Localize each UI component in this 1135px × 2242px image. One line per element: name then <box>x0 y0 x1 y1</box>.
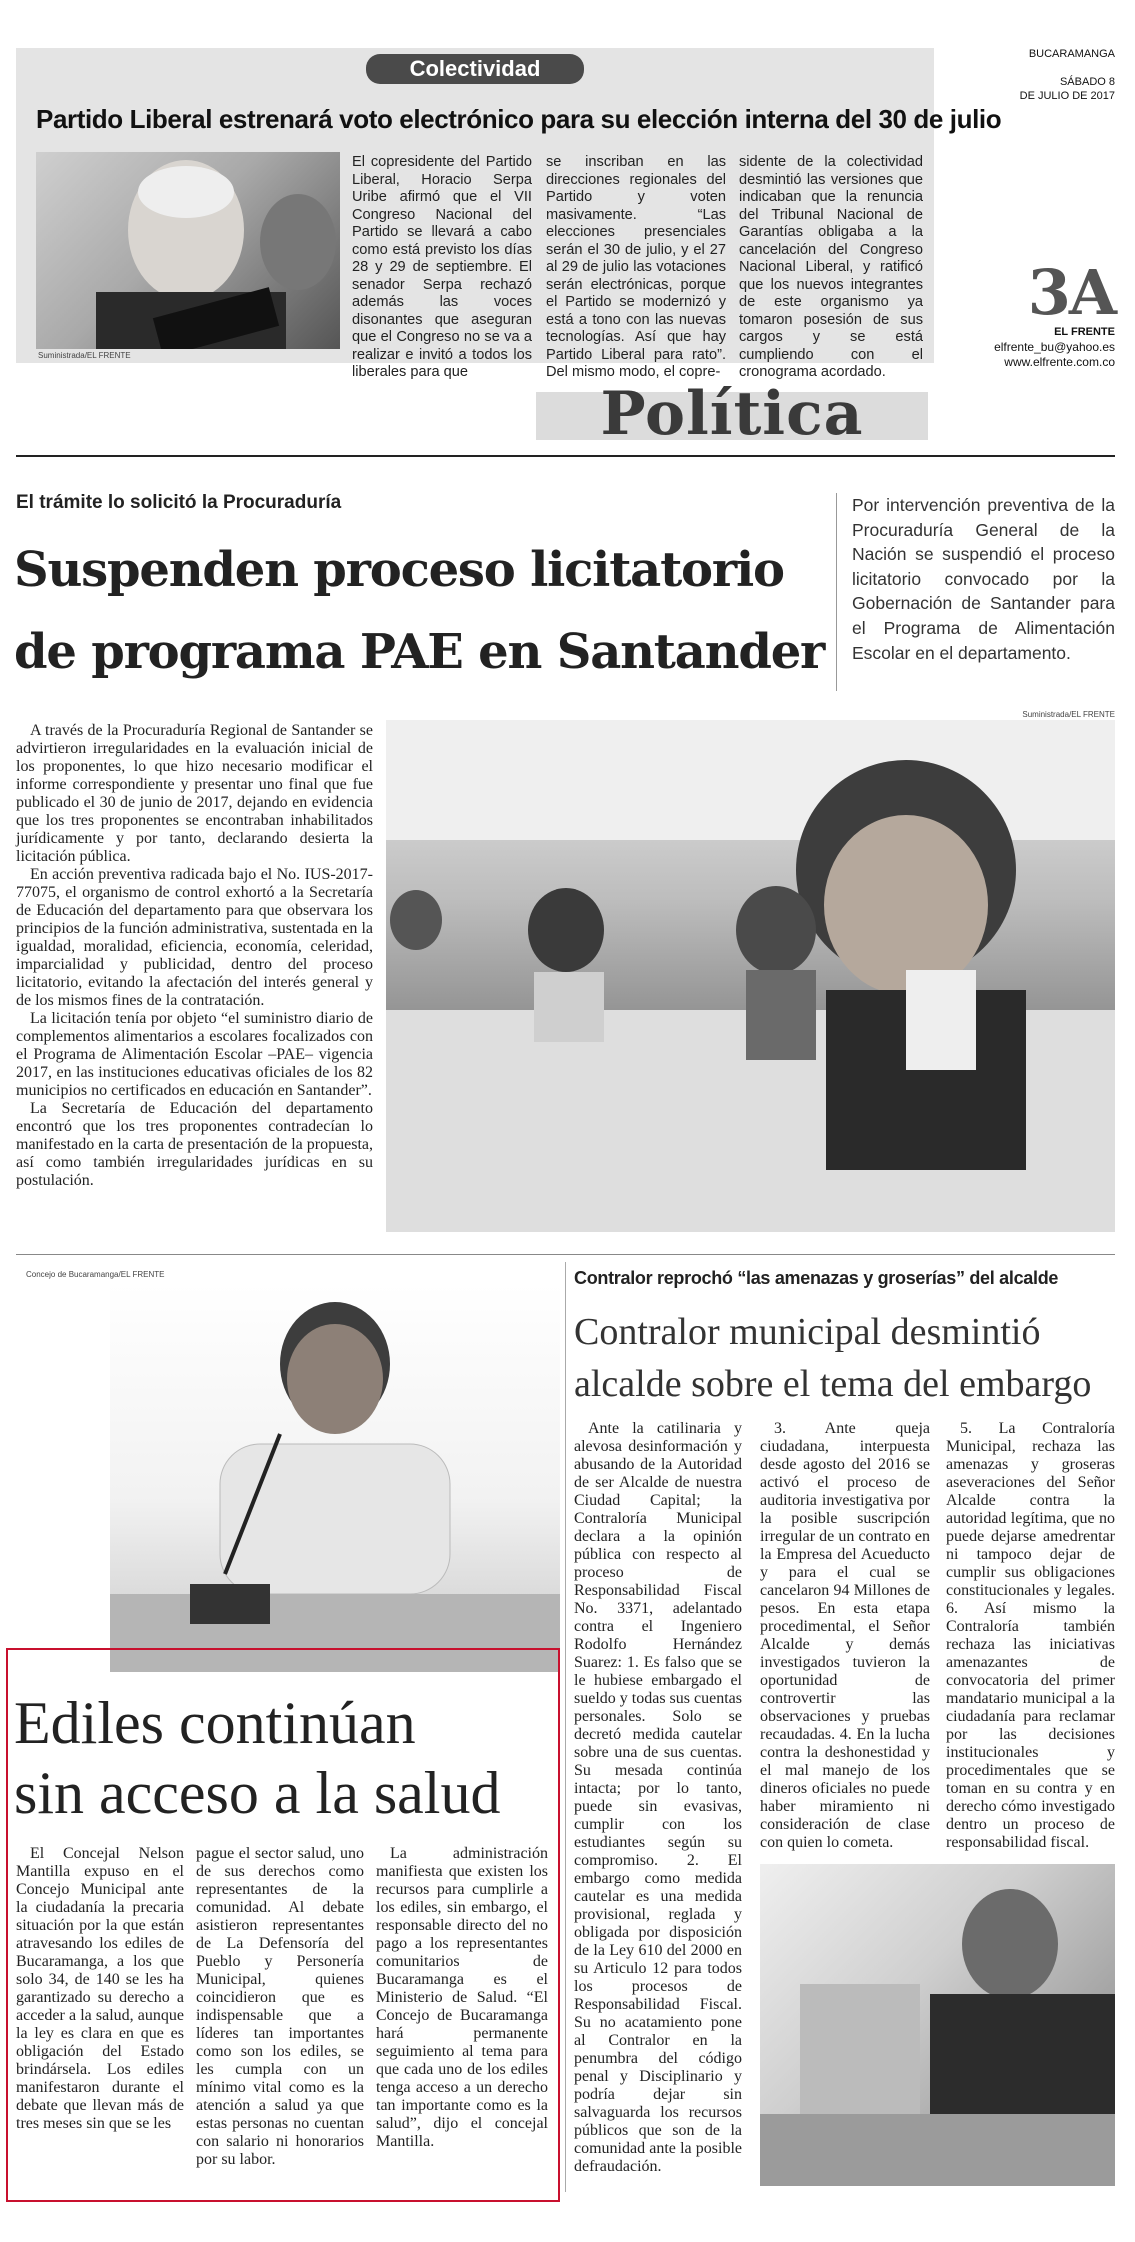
ediles-headline-line2: sin acceso a la salud <box>14 1760 501 1826</box>
pae-paragraph: La licitación tenía por objeto “el suministro diario de complementos alimentarios a escolares focalizados con el Programa de Alimentación Escolar –PAE– vigencia 2017, en las instituciones educativas oficiales de los 82 municipios no certificados en educación en Santander”. <box>16 1010 373 1099</box>
top-divider <box>16 455 1115 457</box>
top-story-col-3: sidente de la colectividad desmintió las versiones que indicaban que la renuncia del Tribunal Nacional de Garantías obligaba a la cancelación del Congreso Nacional Liberal, y ratificó que los nuevos integrantes de este organismo ya tomaron posesión de sus cargos y se está cumpliendo con el cronograma acordado. <box>739 154 923 380</box>
contralor-col-1: Ante la catilinaria y alevosa desinformación y abusando de la Autoridad de ser Alcalde de nuestra Ciudad Capital; la Contraloría Municipal declara a la opinión pública con respecto al proceso de Responsabilidad Fiscal No. 3371, adelantado contra el Ingeniero Rodolfo Hernández Suarez: 1. Es falso que se le hubiese embargado el sueldo y todas sus cuentas personales. Solo se decretó medida cautelar sobre una de sus cuentas. Su mesada continúa intacta; por lo tanto, puede sin evasivas, cumplir con los estudiantes según su compromiso. 2. El embargo como medida cautelar es una medida provisional, reglada y obligada por disposición de la Ley 610 del 2000 en su Articulo 12 para todos los procesos de Responsabilidad Fiscal. Su no acatamiento pone al Contralor en la penumbra del código penal y Disciplinario y podría dejar sin salvaguarda los recursos públicos que son de la comunidad ante la posible defraudación. <box>574 1420 742 2175</box>
ediles-col-2: pague el sector salud, uno de sus derechos como representantes de la comunidad. Al debate asistieron representantes de La Defensoría del Pueblo y Personería Municipal, quienes coincidieron que es indispensable que a líderes tan importantes como son los ediles, se les cumpla con un mínimo vital como es la atención a salud ya que estas personas no cuentan con salario ni honorarios por su labor. <box>196 1845 364 2168</box>
header-date-line1: SÁBADO 8 <box>1059 76 1115 88</box>
pae-lead: Por intervención preventiva de la Procuraduría General de la Nación se suspendió el proceso licitatorio convocado por la Gobernación de Santander para el Programa de Alimentación Escolar en el departamento. <box>852 495 1115 663</box>
header-brand: EL FRENTE <box>1054 326 1115 338</box>
pae-headline-line2: de programa PAE en Santander <box>14 624 825 680</box>
header-email: elfrente_bu@yahoo.es <box>994 340 1115 354</box>
contralor-col-3: 5. La Contraloría Municipal, rechaza las amenazas y groseras aseveraciones del Señor Alcalde contra la autoridad legítima, que no puede dejarse amedrentar ni tampoco dejar de cumplir sus obligaciones constitucionales y legales. 6. Así mismo la Contraloría también rechaza las iniciativas amenazantes de convocatoria del primer mandatario municipal a la ciudadanía para reclamar por las decisiones institucionales y procedimentales que se toman en su contra y en derecho cómo investigado dentro un proceso de responsabilidad fiscal. <box>946 1420 1115 1851</box>
pae-paragraph: En acción preventiva radicada bajo el No. IUS-2017-77075, el organismo de control exhortó a la Secretaría de Educación del departamento para que observara los principios de la función administrativa, sustentada en la igualdad, moralidad, eficiencia, economía, celeridad, imparcialidad y publicidad, dentro del proceso licitatorio, evitando la afectación del interés general y de los mismos fines de la contratación. <box>16 866 373 1009</box>
pae-headline-line1: Suspenden proceso licitatorio <box>14 542 784 598</box>
concejal-photo <box>110 1284 560 1672</box>
section-title: Política <box>600 379 864 449</box>
contralor-kicker: Contralor reprochó “las amenazas y groserías” del alcalde <box>574 1268 1059 1288</box>
top-story-headline: Partido Liberal estrenará voto electrónico para su elección interna del 30 de julio <box>36 104 1002 134</box>
pae-kicker: El trámite lo solicitó la Procuraduría <box>16 492 342 513</box>
ediles-col-3: La administración manifiesta que existen los recursos para cumplirle a los ediles, sin embargo, el responsable directo del no pago a los representantes comunitarios de Bucaramanga es el Ministerio de Salud. “El Concejo de Bucaramanga hará permanente seguimiento al tema para que cada uno de los ediles tenga acceso a un derecho tan importante como es la salud”, dijo el concejal Mantilla. <box>376 1845 548 2150</box>
pae-children-illustration <box>386 720 1115 1232</box>
top-story-col-2: se inscriban en las direcciones regionales del Partido y voten masivamente. “Las elecciones presenciales serán el 30 de julio, y el 27 al 29 de julio las votaciones serán electrónicas, porque el Partido se modernizó y está a tono con las nuevas tecnologías. Así que hay Partido Liberal para rato”. Del mismo modo, el copre- <box>546 154 726 380</box>
header-city: BUCARAMANGA <box>1028 48 1115 60</box>
contralor-headline-line2: alcalde sobre el tema del embargo <box>574 1363 1092 1405</box>
contralor-headline-line1: Contralor municipal desmintió <box>574 1311 1041 1353</box>
pae-body <box>16 722 373 1232</box>
column-divider <box>565 1262 566 2192</box>
pae-paragraph: La Secretaría de Educación del departamento encontró que los tres proponentes contradecían lo manifestado en la carta de presentación de la propuesta, así como también irregularidades jurídicas en su postulación. <box>16 1100 373 1189</box>
pae-photo-credit: Suministrada/EL FRENTE <box>1022 710 1115 719</box>
top-story-col-1: El copresidente del Partido Liberal, Horacio Serpa Uribe afirmó que el VII Congreso Nacional del Partido se llevará a cabo como está previsto los días 28 y 29 de septiembre. El senador Serpa rechazó además las voces disonantes que aseguran que el Congreso no se va a realizar e invitó a todos los liberales para que <box>352 154 532 380</box>
contralor-photo <box>760 1864 1115 2186</box>
pae-children-photo <box>386 720 1115 1232</box>
ediles-photo-credit: Concejo de Bucaramanga/EL FRENTE <box>26 1270 165 1279</box>
serpa-photo-illustration <box>36 152 340 349</box>
header-date-line2: DE JULIO DE 2017 <box>1019 90 1115 102</box>
concejal-photo-illustration <box>110 1284 560 1672</box>
page-number: 3A <box>1027 256 1115 329</box>
pae-paragraph: A través de la Procuraduría Regional de Santander se advirtieron irregularidades en la evaluación inicial de los proponentes, lo que hizo necesario modificar el informe correspondiente y presentar uno final que fue publicado el 30 de junio de 2017, dejando en evidencia que los tres proponentes se encontraban inhabilitados jurídicamente y por tanto, declarando desierta la licitación pública. <box>16 722 373 865</box>
top-story-tag: Colectividad <box>366 54 584 84</box>
contralor-col-2: 3. Ante queja ciudadana, interpuesta desde agosto del 2016 se activó el proceso de auditoria investigativa por la posible suscripción irregular de un contrato en la Empresa del Acueducto y para el cual se cancelaron 94 Millones de pesos. En esta etapa procedimental, el Señor Alcalde y demás investigados tuvieron la oportunidad de controvertir las observaciones y pruebas recaudadas. 4. En la lucha contra la deshonestidad y el mal manejo de los dineros oficiales no puede haber miramiento ni consideración de clase con quien lo cometa. <box>760 1420 930 1851</box>
ediles-headline-line1: Ediles continúan <box>14 1690 416 1756</box>
ediles-col-1: El Concejal Nelson Mantilla expuso en el Concejo Municipal ante la ciudadanía la precaria situación por la que están atravesando los ediles de Bucaramanga, a los que solo 34, de 140 se les ha garantizado su derecho a acceder a la salud, aunque la ley es clara en que es obligación del Estado brindársela. Los ediles manifestaron durante el debate que llevan más de tres meses sin que se les <box>16 1845 184 2132</box>
serpa-photo <box>36 152 340 349</box>
contralor-photo-illustration <box>760 1864 1115 2186</box>
pae-lead-divider <box>836 493 837 691</box>
mid-divider <box>16 1254 1115 1255</box>
serpa-photo-credit: Suministrada/EL FRENTE <box>38 351 131 360</box>
header-website: www.elfrente.com.co <box>1004 355 1115 369</box>
